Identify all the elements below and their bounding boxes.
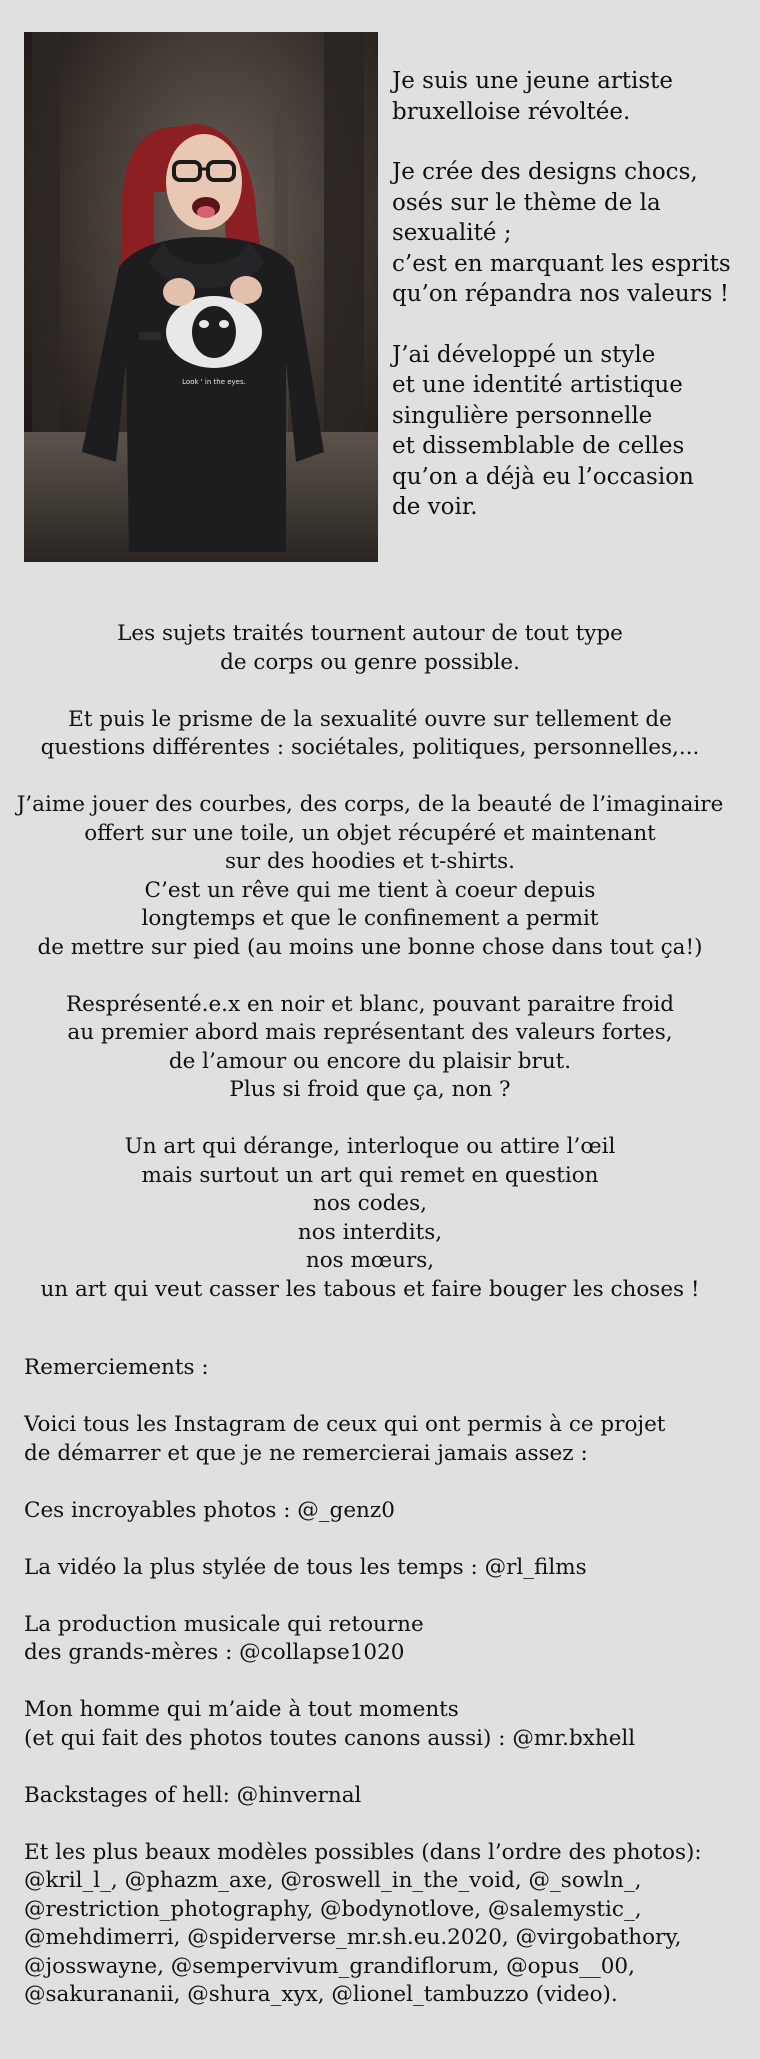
thanks-paragraph bbox=[24, 1782, 744, 1811]
statement-line: de mettre sur pied (au moins une bonne chose dans tout ça!) bbox=[37, 934, 703, 960]
thanks-line: @kril_l_, @phazm_axe, @roswell_in_the_void, @_sowln_, bbox=[24, 1868, 642, 1893]
thanks-line: Ces incroyables photos : @_genz0 bbox=[24, 1497, 395, 1523]
thanks-paragraph bbox=[24, 1554, 744, 1583]
thanks-line: (et qui fait des photos toutes canons aussi) : @mr.bxhell bbox=[24, 1725, 636, 1751]
thanks-line: Remerciements : bbox=[24, 1355, 209, 1380]
intro-paragraph bbox=[392, 340, 752, 523]
statement-paragraph bbox=[0, 1133, 740, 1304]
artist-statement bbox=[0, 620, 740, 1333]
thanks-line: @josswayne, @sempervivum_grandiflorum, @opus__00, bbox=[24, 1953, 635, 1979]
thanks-line: Et les plus beaux modèles possibles (dans l’ordre des photos): bbox=[24, 1839, 702, 1865]
intro-text bbox=[392, 66, 752, 553]
thanks-line: Voici tous les Instagram de ceux qui ont permis à ce projet bbox=[24, 1412, 666, 1437]
statement-line: longtemps et que le confinement a permit bbox=[141, 906, 599, 931]
intro-paragraph bbox=[392, 157, 752, 310]
intro-line: osés sur le thème de la bbox=[392, 189, 661, 216]
thanks-line: @restriction_photography, @bodynotlove, @salemystic_, bbox=[24, 1896, 642, 1922]
intro-line: Je suis une jeune artiste bbox=[392, 68, 674, 94]
intro-line: c’est en marquant les esprits bbox=[392, 250, 731, 277]
thanks-line: de démarrer et que je ne remercierai jamais assez : bbox=[24, 1440, 588, 1466]
thanks-line: La production musicale qui retourne bbox=[24, 1611, 424, 1637]
statement-line: un art qui veut casser les tabous et faire bouger les choses ! bbox=[40, 1276, 700, 1302]
thanks-paragraph bbox=[24, 1611, 744, 1668]
statement-paragraph bbox=[0, 791, 740, 962]
statement-line: mais surtout un art qui remet en question bbox=[141, 1162, 599, 1188]
statement-paragraph bbox=[0, 991, 740, 1105]
thanks-line: Mon homme qui m’aide à tout moments bbox=[24, 1697, 459, 1722]
intro-line: bruxelloise révoltée. bbox=[392, 98, 631, 125]
intro-line: et une identité artistique bbox=[392, 372, 683, 398]
thanks-paragraph bbox=[24, 1696, 744, 1753]
intro-paragraph bbox=[392, 66, 752, 127]
statement-line: Un art qui dérange, interloque ou attire l’œil bbox=[124, 1134, 616, 1159]
statement-line: Plus si froid que ça, non ? bbox=[229, 1077, 511, 1102]
thanks-line: @mehdimerri, @spiderverse_mr.sh.eu.2020, @virgobathory, bbox=[24, 1925, 682, 1950]
intro-line: J’ai développé un style bbox=[392, 341, 656, 368]
thanks-line: La vidéo la plus stylée de tous les temps : @rl_films bbox=[24, 1554, 587, 1580]
statement-paragraph bbox=[0, 620, 740, 677]
statement-line: de corps ou genre possible. bbox=[220, 649, 520, 675]
thanks-paragraph bbox=[24, 1839, 744, 2010]
statement-line: Les sujets traités tournent autour de tout type bbox=[117, 621, 623, 646]
statement-line: Et puis le prisme de la sexualité ouvre sur tellement de bbox=[68, 706, 672, 732]
statement-paragraph bbox=[0, 706, 740, 763]
thanks-line: @sakurananii, @shura_xyx, @lionel_tambuzzo (video). bbox=[24, 1982, 618, 2007]
thanks-paragraph bbox=[24, 1497, 744, 1526]
artist-photo-illustration bbox=[24, 32, 378, 562]
thanks-line: Backstages of hell: @hinvernal bbox=[24, 1782, 362, 1808]
thanks-paragraph bbox=[24, 1411, 744, 1468]
thanks-paragraph bbox=[24, 1354, 744, 1383]
intro-line: qu’on a déjà eu l’occasion bbox=[392, 463, 694, 490]
intro-line: de voir. bbox=[392, 494, 478, 520]
intro-line: sexualité ; bbox=[392, 220, 512, 246]
acknowledgements bbox=[24, 1354, 744, 2038]
statement-line: sur des hoodies et t-shirts. bbox=[225, 849, 515, 874]
statement-line: nos codes, bbox=[313, 1191, 427, 1216]
statement-line: questions différentes : sociétales, politiques, personnelles,... bbox=[40, 735, 700, 760]
intro-line: Je crée des designs chocs, bbox=[392, 159, 698, 185]
statement-line: de l’amour ou encore du plaisir brut. bbox=[168, 1048, 572, 1074]
thanks-line: des grands-mères : @collapse1020 bbox=[24, 1640, 405, 1665]
artist-photo bbox=[24, 32, 378, 562]
statement-line: J’aime jouer des courbes, des corps, de la beauté de l’imaginaire bbox=[16, 792, 724, 817]
hoodie-print-text: Look ' in the eyes. bbox=[182, 378, 246, 386]
intro-line: singulière personnelle bbox=[392, 402, 653, 429]
intro-line: qu’on répandra nos valeurs ! bbox=[392, 281, 730, 307]
statement-line: Resprésenté.e.x en noir et blanc, pouvant paraitre froid bbox=[65, 991, 675, 1017]
statement-line: nos mœurs, bbox=[305, 1248, 435, 1273]
statement-line: au premier abord mais représentant des valeurs fortes, bbox=[67, 1020, 673, 1045]
statement-line: C’est un rêve qui me tient à coeur depuis bbox=[144, 877, 596, 903]
statement-line: offert sur une toile, un objet récupéré et maintenant bbox=[84, 820, 656, 846]
statement-line: nos interdits, bbox=[297, 1219, 443, 1245]
intro-line: et dissemblable de celles bbox=[392, 433, 685, 459]
